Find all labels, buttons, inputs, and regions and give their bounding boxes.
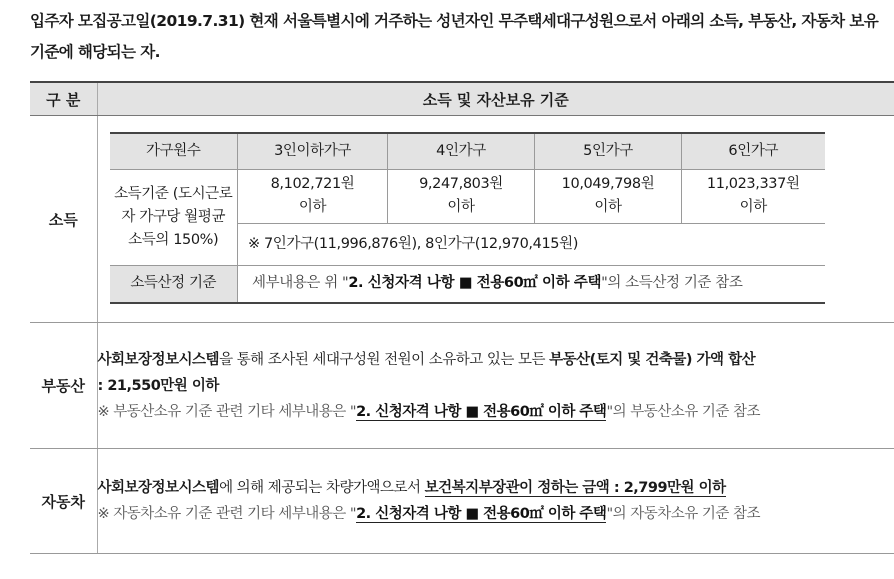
income-section [30,116,894,323]
realestate-note: ※ 부동산소유 기준 관련 기타 세부내용은 "2. 신청자격 나항 ■ 전용60㎡ 이하 주택"의 부동산소유 기준 참조 [97,403,761,420]
vehicle-text: 사회보장정보시스템에 의해 제공되는 차량가액으로서 보건복지부장관이 정하는 금액 : 2,799만원 이하 ※ 자동차소유 기준 관련 기타 세부내용은 "2. 신청자격 나항 ■ 전용60㎡ 이하 주택"의 자동차소유 기준 참조 [97,449,894,554]
amount: 11,023,337원 [706,176,800,192]
income-label: 소득 [30,116,97,323]
income-value-3 [238,169,388,223]
income-table [110,132,825,304]
realestate-limit: : 21,550만원 이하 [97,377,219,394]
header-row [30,82,894,116]
household-3-header: 3인이하가구 [238,133,388,169]
vehicle-section [30,449,894,554]
vehicle-label: 자동차 [30,449,97,554]
income-value-4 [388,169,535,223]
income-criteria-label: 소득기준 (도시근로자 가구당 월평균 소득의 150%) [110,169,238,265]
suffix: 이하 [739,199,767,215]
amount: 9,247,803원 [419,176,503,192]
header-criteria: 소득 및 자산보유 기준 [97,82,894,116]
household-5-header: 5인가구 [535,133,682,169]
amount: 10,049,798원 [561,176,655,192]
household-4-header: 4인가구 [388,133,535,169]
income-calc-text: 세부내용은 위 "2. 신청자격 나항 ■ 전용60㎡ 이하 주택"의 소득산정 기준 참조 [238,265,825,303]
income-value-5 [535,169,682,223]
intro-paragraph: 입주자 모집공고일(2019.7.31) 현재 서울특별시에 거주하는 성년자인 무주택세대구성원으로서 아래의 소득, 부동산, 자동차 보유 기준에 해당되는 자. [30,12,879,61]
income-value-6 [682,169,825,223]
household-6-header: 6인가구 [682,133,825,169]
income-calc-row [110,265,825,303]
reference-highlight: 2. 신청자격 나항 ■ 전용60㎡ 이하 주택 [348,275,602,292]
header-category: 구 분 [30,82,97,116]
income-note: ※ 7인가구(11,996,876원), 8인가구(12,970,415원) [238,223,825,265]
household-size-header: 가구원수 [110,133,238,169]
vehicle-note: ※ 자동차소유 기준 관련 기타 세부내용은 "2. 신청자격 나항 ■ 전용60㎡ 이하 주택"의 자동차소유 기준 참조 [97,506,761,522]
vehicle-limit: 보건복지부장관이 정하는 금액 : 2,799만원 이하 [424,480,726,496]
realestate-label: 부동산 [30,323,97,449]
suffix: 이하 [594,199,622,215]
income-header-row [110,133,825,169]
criteria-table [30,81,894,554]
income-calc-label: 소득산정 기준 [110,265,238,303]
suffix: 이하 [447,199,475,215]
suffix: 이하 [298,199,327,215]
income-values-row [110,169,825,223]
amount: 8,102,721원 [270,176,355,192]
realestate-text: 사회보장정보시스템을 통해 조사된 세대구성원 전원이 소유하고 있는 모든 부동산(토지 및 건축물) 가액 합산 : 21,550만원 이하 ※ 부동산소유 기준 관련 기타 세부내용은 "2. 신청자격 나항 ■ 전용60㎡ 이하 주택"의 부동산소유 기준 참조 [97,323,894,449]
realestate-section [30,323,894,449]
